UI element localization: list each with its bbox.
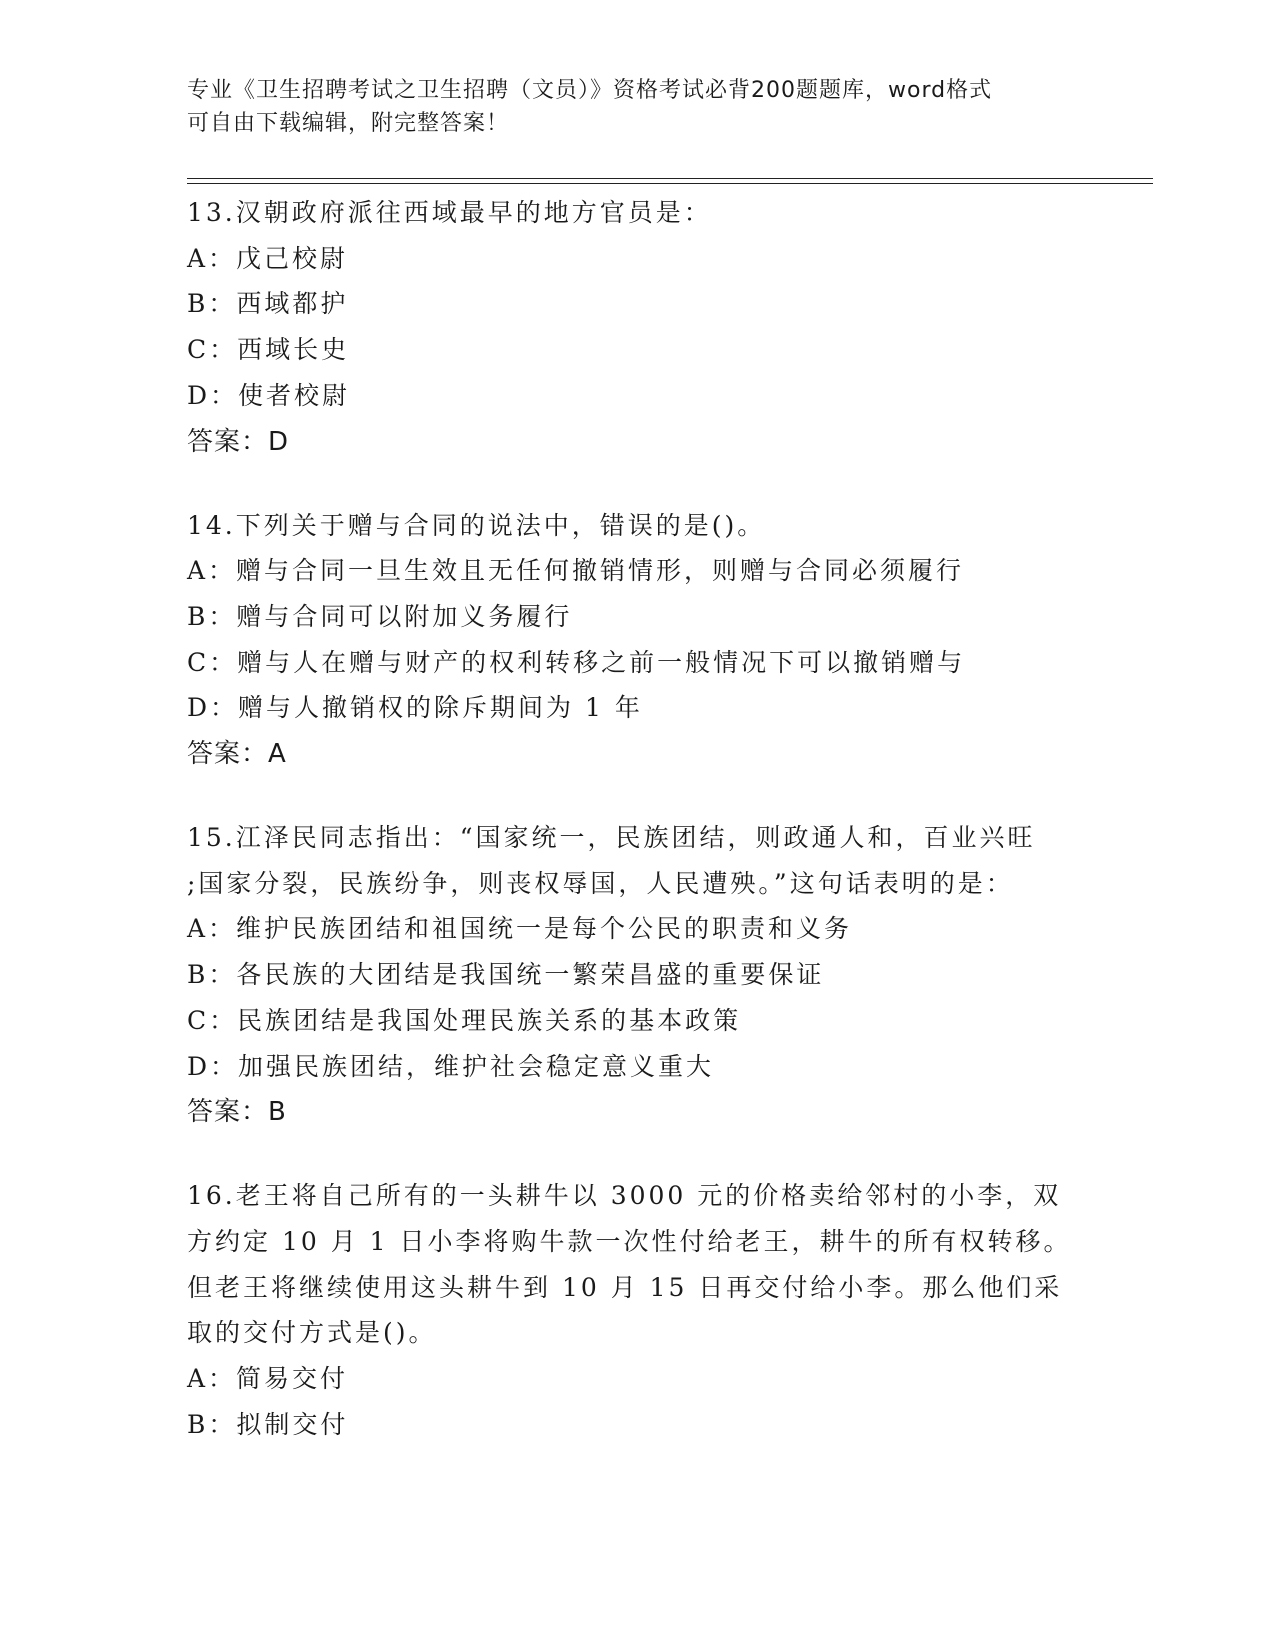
option-d: D：加强民族团结，维护社会稳定意义重大 [187,1051,715,1081]
question-stem: 14.下列关于赠与合同的说法中，错误的是()。 [187,510,766,540]
question-13 [187,190,1087,465]
option-d: D：使者校尉 [187,380,351,410]
document-header [187,74,1087,140]
question-list [187,190,1087,1485]
option-c: C：西域长史 [187,335,350,365]
option-a: A：维护民族团结和祖国统一是每个公民的职责和义务 [187,914,853,944]
question-16 [187,1173,1087,1447]
header-line-1: 专业《卫生招聘考试之卫生招聘（文员）》资格考试必背200题题库，word格式 [187,78,993,103]
question-stem: 13.汉朝政府派往西域最早的地方官员是： [187,198,712,227]
question-15 [187,815,1087,1135]
option-c: C：赠与人在赠与财产的权利转移之前一般情况下可以撤销赠与 [187,647,966,677]
header-divider-bottom [187,183,1153,184]
option-a: A：戊己校尉 [187,243,349,273]
header-divider-top [187,178,1153,179]
question-stem-continued: ;国家分裂，民族纷争，则丧权辱国，人民遭殃。”这句话表明的是： [187,868,1014,898]
answer-label: 答案：B [187,1097,287,1128]
option-b: B：各民族的大团结是我国统一繁荣昌盛的重要保证 [187,960,825,990]
question-14 [187,503,1087,778]
option-b: B：赠与合同可以附加义务履行 [187,601,573,631]
question-stem: 16.老王将自己所有的一头耕牛以 3000 元的价格卖给邻村的小李，双 [187,1181,1062,1211]
option-d: D：赠与人撤销权的除斥期间为 1 年 [187,693,643,723]
option-b: B：拟制交付 [187,1409,349,1439]
question-stem-continued: 取的交付方式是()。 [187,1318,437,1348]
question-stem-continued: 但老王将继续使用这头耕牛到 10 月 15 日再交付给小李。那么他们采 [187,1272,1063,1302]
option-c: C：民族团结是我国处理民族关系的基本政策 [187,1005,742,1035]
option-b: B：西域都护 [187,289,349,319]
header-line-2: 可自由下载编辑，附完整答案！ [187,111,510,136]
option-a: A：简易交付 [187,1364,349,1394]
question-stem: 15.江泽民同志指出：“国家统一，民族团结，则政通人和，百业兴旺 [187,823,1036,853]
answer-label: 答案：D [187,426,290,457]
option-a: A：赠与合同一旦生效且无任何撤销情形，则赠与合同必须履行 [187,556,965,586]
answer-label: 答案：A [187,739,287,770]
question-stem-continued: 方约定 10 月 1 日小李将购牛款一次性付给老王，耕牛的所有权转移。 [187,1226,1072,1256]
